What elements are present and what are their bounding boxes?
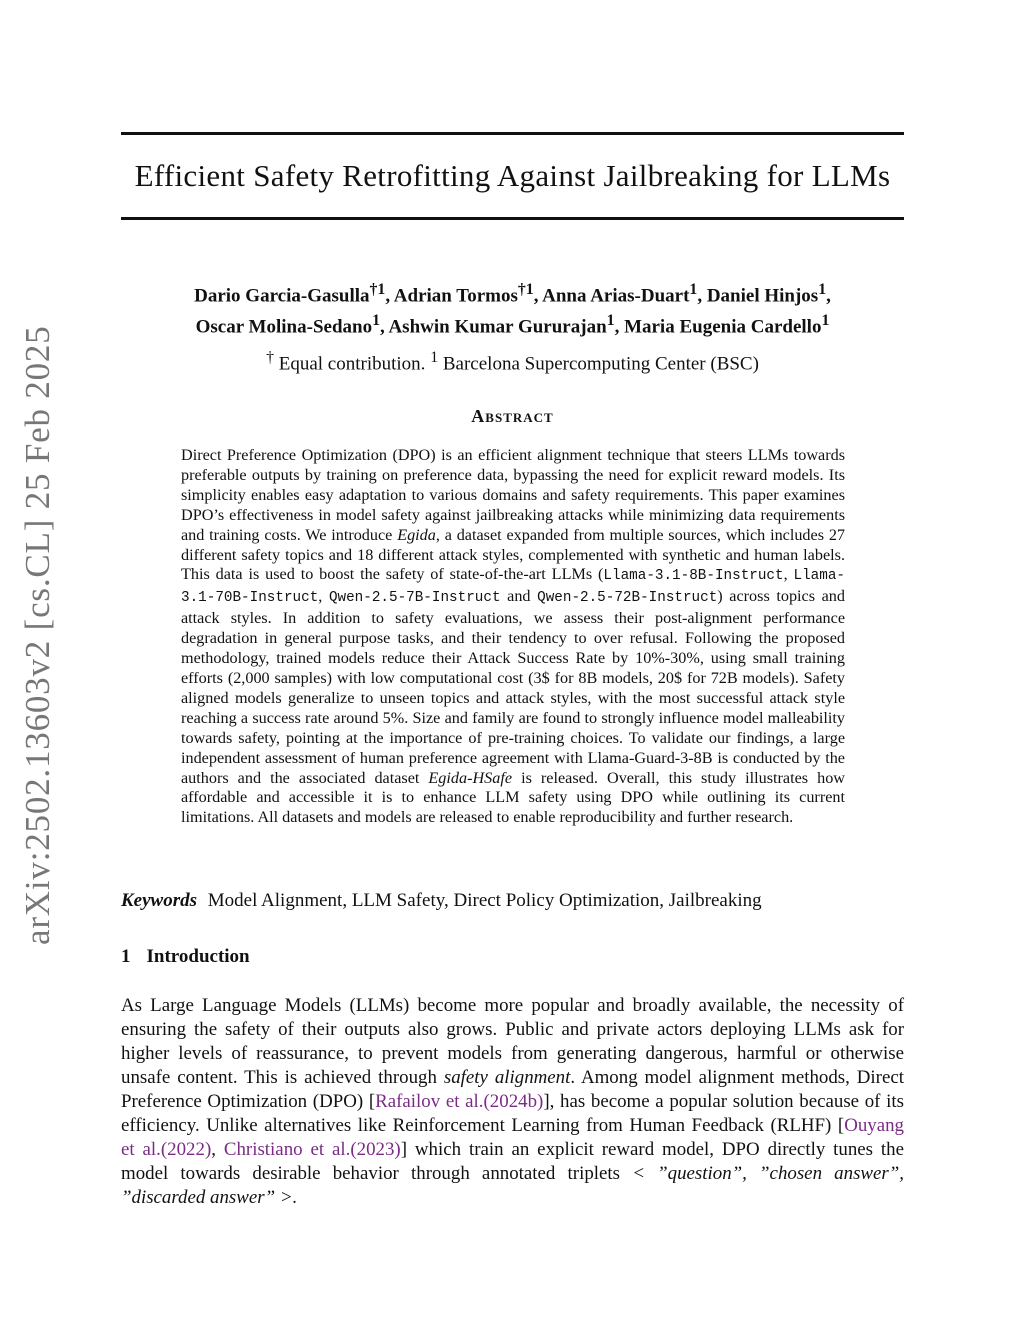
- author-name: Dario Garcia-Gasulla: [194, 285, 370, 307]
- keywords-label: Keywords: [121, 890, 197, 911]
- abstract-body: Direct Preference Optimization (DPO) is an efficient alignment technique that steers LLMs towards preferable outputs by training on preference data, bypassing the need for explicit reward models. Its simplicity enables easy adaptation to various domains and safety requirements. This paper examines DPO’s effectiveness in model safety against jailbreaking attacks while minimizing data requirements and training costs. We introduce Egida, a dataset expanded from multiple sources, which includes 27 different safety topics and 18 different attack styles, complemented with synthetic and human labels. This data is used to boost the safety of state-of-the-art LLMs (Llama-3.1-8B-Instruct, Llama-3.1-70B-Instruct, Qwen-2.5-7B-Instruct and Qwen-2.5-72B-Instruct) across topics and attack styles. In addition to safety evaluations, we assess their post-alignment performance degradation in general purpose tasks, and their tendency to over refusal. Following the proposed methodology, trained models reduce their Attack Success Rate by 10%-30%, using small training efforts (2,000 samples) with low computational cost (3$ for 8B models, 20$ for 72B models). Safety aligned models generalize to unseen topics and attack styles, with the most successful attack style reaching a success rate around 5%. Size and family are found to strongly influence model malleability towards safety, pointing at the importance of pre-training choices. To validate our findings, a large independent assessment of human preference agreement with Llama-Guard-3-8B is conducted by the authors and the associated dataset Egida-HSafe is released. Overall, this study illustrates how affordable and accessible it is to enhance LLM safety using DPO while outlining its current limitations. All datasets and models are released to enable reproducibility and further research.: [181, 446, 846, 827]
- abstract-heading: Abstract: [471, 406, 554, 426]
- author-name: Maria Eugenia Cardello: [624, 316, 822, 338]
- affiliation-symbol: 1: [430, 349, 439, 366]
- title-rule-bottom: [121, 217, 904, 220]
- author-list: Dario Garcia-Gasulla$^{\dagger 1}$, Adrian Tormos$^{\dagger 1}$, Anna Arias-Duart$^1$, Daniel Hinjos$^1$, Oscar Molina-Sedano$^1$, Ashwin Kumar Gururajan$^1$, Maria Eugenia Cardello$^1$: [194, 281, 831, 338]
- affiliation: [121, 349, 904, 375]
- author-superscript: †1: [369, 281, 386, 298]
- dataset-name-hsafe: Egida-HSafe: [428, 768, 513, 787]
- author-name: Adrian Tormos: [393, 285, 518, 307]
- title-rule-top: [121, 132, 904, 135]
- introduction-paragraph: As Large Language Models (LLMs) become more popular and broadly available, the necessity of ensuring the safety of their outputs also grows. Public and private actors deploying LLMs ask for higher levels of reassurance, to prevent models from generating dangerous, harmful or otherwise unsafe content. This is achieved through safety alignment. Among model alignment methods, Direct Preference Optimization (DPO) [Rafailov et al.(2024b)], has become a popular solution because of its efficiency. Unlike alternatives like Reinforcement Learning from Human Feedback (RLHF) [Ouyang et al.(2022), Christiano et al.(2023)] which train an explicit reward model, DPO directly tunes the model towards desirable behavior through annotated triplets < ”question”, ”chosen answer”, ”discarded answer” >.: [121, 995, 904, 1208]
- model-name: Qwen-2.5-72B-Instruct: [537, 590, 718, 607]
- citation-link[interactable]: Rafailov et al.(2024b): [375, 1091, 544, 1112]
- author-superscript: 1: [606, 312, 615, 330]
- author-name: Oscar Molina-Sedano: [195, 316, 373, 338]
- affiliation-name: Barcelona Supercomputing Center (BSC): [442, 353, 759, 375]
- arxiv-identifier: arXiv:2502.13603v2 [cs.CL] 25 Feb 2025: [18, 325, 57, 945]
- keywords-text: Model Alignment, LLM Safety, Direct Policy Optimization, Jailbreaking: [207, 890, 762, 911]
- section-number: 1: [121, 946, 131, 967]
- model-name: Llama-3.1-8B-Instruct: [603, 568, 784, 585]
- model-name: Llama-3.1-70B-Instruct: [181, 568, 845, 607]
- equal-contribution-note: Equal contribution.: [278, 353, 426, 375]
- section-title: Introduction: [146, 946, 250, 967]
- citation-link[interactable]: Ouyang et al.(2022): [121, 1115, 904, 1160]
- author-superscript: 1: [821, 312, 830, 330]
- author-name: Daniel Hinjos: [706, 285, 819, 307]
- emphasis-safety-alignment: safety alignment: [443, 1067, 571, 1088]
- author-superscript: 1: [818, 281, 827, 298]
- author-superscript: 1: [372, 312, 380, 330]
- triplet-formula: < ”question”, ”chosen answer”, ”discarded answer” >.: [121, 1163, 904, 1208]
- equal-contribution-symbol: †: [266, 349, 274, 366]
- author-superscript: †1: [517, 281, 534, 298]
- author-name: Ashwin Kumar Gururajan: [388, 316, 607, 338]
- author-name: Anna Arias-Duart: [542, 285, 690, 307]
- citation-link[interactable]: Christiano et al.(2023): [223, 1139, 401, 1160]
- paper-title: Efficient Safety Retrofitting Against Jailbreaking for LLMs: [134, 158, 891, 193]
- dataset-name-egida: Egida: [397, 525, 436, 544]
- model-name: Qwen-2.5-7B-Instruct: [328, 590, 501, 607]
- keywords: [121, 890, 904, 912]
- section-heading: [121, 946, 250, 968]
- author-superscript: 1: [689, 281, 698, 298]
